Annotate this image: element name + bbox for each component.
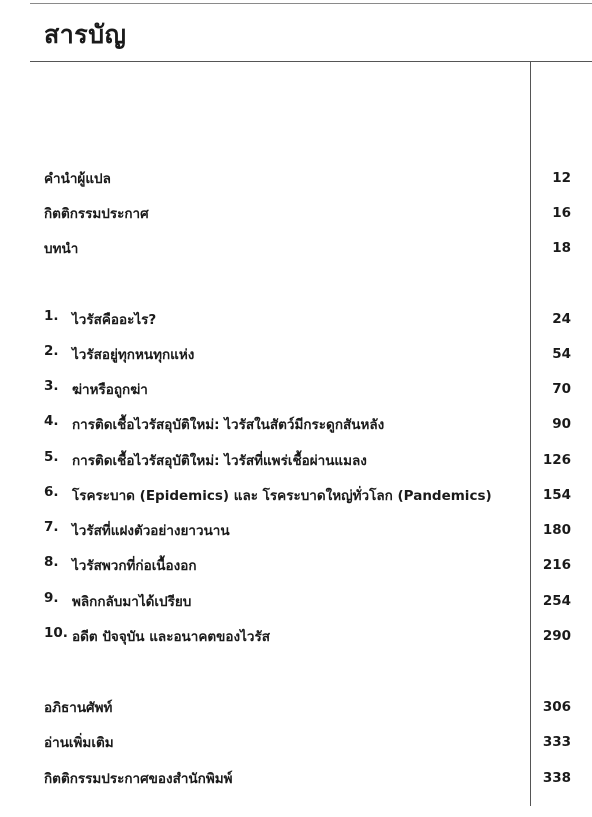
toc-chapter-10[interactable]	[44, 624, 571, 648]
toc-entry-label: กิตติกรรมประกาศของสำนักพิมพ์	[44, 771, 233, 787]
toc-chapter-4[interactable]	[44, 412, 571, 436]
toc-entry-page: 306	[542, 699, 571, 715]
toc-entry-translator-preface[interactable]	[44, 166, 571, 190]
chapter-page: 254	[542, 593, 571, 609]
chapter-number: 5.	[44, 449, 59, 465]
toc-chapter-2[interactable]	[44, 342, 571, 366]
chapter-number: 1.	[44, 308, 59, 324]
chapter-number: 3.	[44, 378, 59, 394]
chapter-page: 126	[542, 452, 571, 468]
chapter-page: 90	[552, 416, 571, 432]
toc-entry-label: คำนำผู้แปล	[44, 171, 111, 187]
chapter-page: 24	[552, 311, 571, 327]
chapter-page: 216	[542, 557, 571, 573]
toc-entry-label: บทนำ	[44, 241, 79, 257]
chapter-title: การติดเชื้อไวรัสอุบัติใหม่: ไวรัสที่แพร่เชื้อผ่านแมลง	[72, 453, 367, 469]
toc-entry-page: 333	[542, 734, 571, 750]
chapter-title: โรคระบาด (Epidemics) และ โรคระบาดใหญ่ทั่วโลก (Pandemics)	[72, 488, 492, 504]
toc-entry-label: อภิธานศัพท์	[44, 700, 113, 716]
chapter-title: การติดเชื้อไวรัสอุบัติใหม่: ไวรัสในสัตว์มีกระดูกสันหลัง	[72, 417, 385, 433]
toc-chapter-1[interactable]	[44, 307, 571, 331]
chapter-number: 10.	[44, 625, 68, 641]
chapter-number: 4.	[44, 413, 59, 429]
toc-entry-publisher-acknowledgements[interactable]	[44, 766, 571, 790]
toc-entry-acknowledgements[interactable]	[44, 201, 571, 225]
header-rule	[30, 61, 592, 62]
chapter-number: 2.	[44, 343, 59, 359]
chapter-title: ไวรัสพวกที่ก่อเนื้องอก	[72, 558, 197, 574]
toc-chapter-3[interactable]	[44, 377, 571, 401]
toc-chapter-5[interactable]	[44, 448, 571, 472]
chapter-title: อดีต ปัจจุบัน และอนาคตของไวรัส	[72, 629, 270, 645]
chapter-page: 70	[552, 381, 571, 397]
chapter-page: 180	[542, 522, 571, 538]
chapter-number: 9.	[44, 590, 59, 606]
top-rule	[30, 3, 592, 4]
page-title: สารบัญ	[44, 20, 127, 49]
toc-entry-page: 338	[542, 770, 571, 786]
chapter-number: 7.	[44, 519, 59, 535]
toc-entry-label: อ่านเพิ่มเติม	[44, 735, 114, 751]
chapter-number: 6.	[44, 484, 59, 500]
toc-chapter-7[interactable]	[44, 518, 571, 542]
toc-entry-page: 16	[552, 205, 571, 221]
toc-chapter-8[interactable]	[44, 553, 571, 577]
chapter-page: 54	[552, 346, 571, 362]
toc-entry-introduction[interactable]	[44, 236, 571, 260]
chapter-title: พลิกกลับมาได้เปรียบ	[72, 594, 192, 610]
toc-entry-further-reading[interactable]	[44, 730, 571, 754]
toc-entry-label: กิตติกรรมประกาศ	[44, 206, 149, 222]
chapter-page: 154	[542, 487, 571, 503]
chapter-title: ไวรัสคืออะไร?	[72, 312, 157, 328]
chapter-number: 8.	[44, 554, 59, 570]
chapter-title: ฆ่าหรือถูกฆ่า	[72, 382, 148, 398]
toc-chapter-9[interactable]	[44, 589, 571, 613]
toc-entry-page: 12	[552, 170, 571, 186]
toc-entry-page: 18	[552, 240, 571, 256]
chapter-page: 290	[542, 628, 571, 644]
chapter-title: ไวรัสอยู่ทุกหนทุกแห่ง	[72, 347, 195, 363]
toc-entry-glossary[interactable]	[44, 695, 571, 719]
chapter-title: ไวรัสที่แฝงตัวอย่างยาวนาน	[72, 523, 230, 539]
toc-chapter-6[interactable]	[44, 483, 571, 507]
